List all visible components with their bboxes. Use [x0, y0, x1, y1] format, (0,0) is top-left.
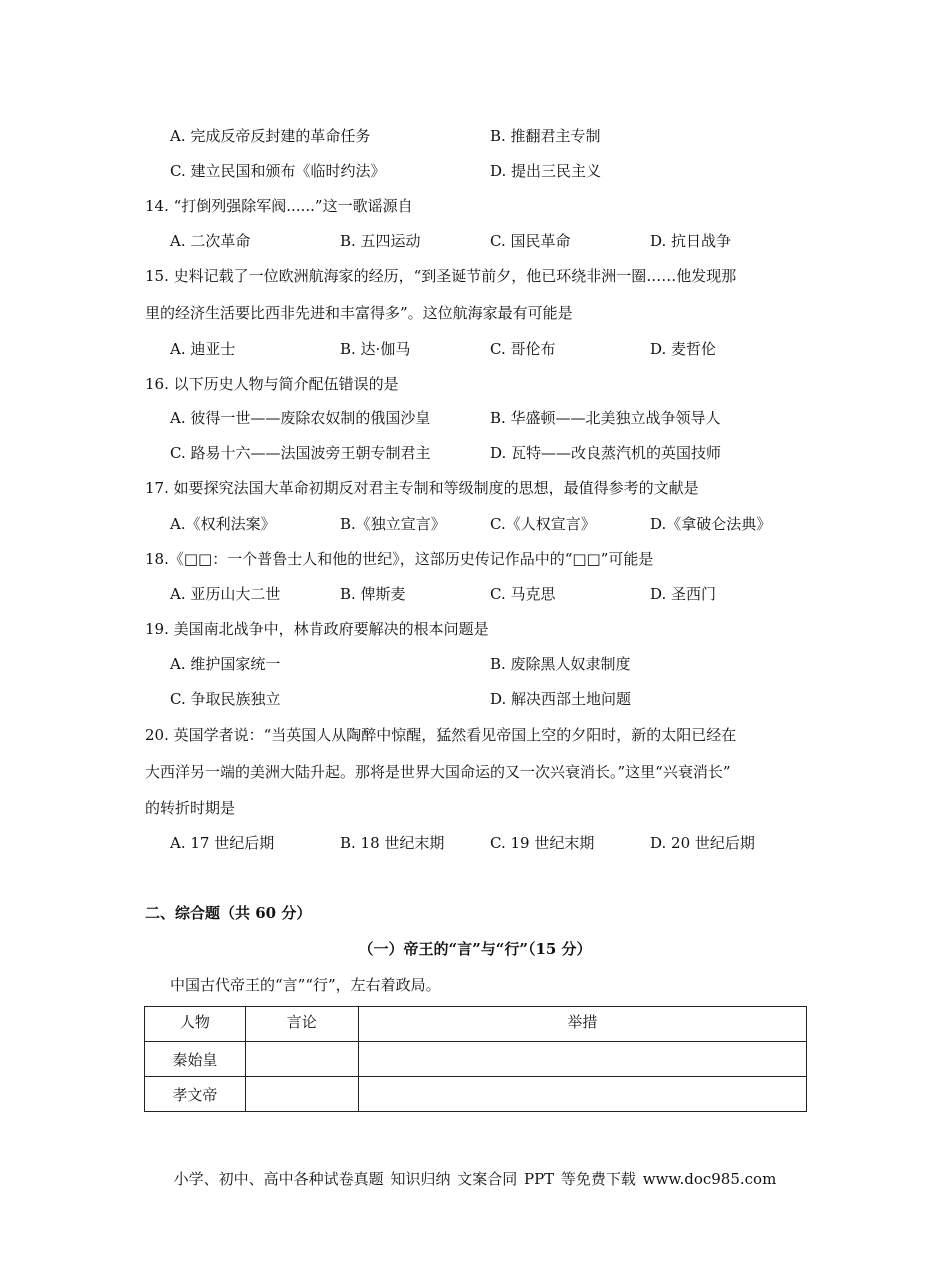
q17-option-b: B.《独立宣言》: [340, 515, 446, 533]
q20-stem-line3: 的转折时期是: [145, 799, 236, 817]
q13-option-b: B. 推翻君主专制: [490, 127, 601, 145]
q13-option-d: D. 提出三民主义: [490, 162, 602, 180]
q17-option-c: C.《人权宣言》: [490, 515, 596, 533]
q20-option-c: C. 19 世纪末期: [490, 834, 595, 852]
table-cell-person: 孝文帝: [145, 1077, 246, 1112]
q14-option-d: D. 抗日战争: [650, 232, 732, 250]
q16-option-b: B. 华盛顿——北美独立战争领导人: [490, 409, 721, 427]
q18-option-c: C. 马克思: [490, 585, 556, 603]
q18-option-a: A. 亚历山大二世: [170, 585, 281, 603]
table-header-row: [145, 1007, 807, 1042]
section2-title: 二、综合题（共 60 分）: [145, 904, 312, 922]
q16-stem: 16. 以下历史人物与简介配伍错误的是: [145, 375, 399, 393]
q20-option-d: D. 20 世纪后期: [650, 834, 755, 852]
q17-option-d: D.《拿破仑法典》: [650, 515, 772, 533]
section2-intro: 中国古代帝王的“言”“行”，左右着政局。: [170, 976, 441, 994]
table-header-measures: 举措: [358, 1007, 806, 1042]
table-row: [145, 1077, 807, 1112]
q14-option-b: B. 五四运动: [340, 232, 421, 250]
q20-option-a: A. 17 世纪后期: [170, 834, 275, 852]
q19-option-a: A. 维护国家统一: [170, 655, 281, 673]
q16-option-a: A. 彼得一世——废除农奴制的俄国沙皇: [170, 409, 431, 427]
table-cell-speech[interactable]: [245, 1077, 358, 1112]
q18-option-b: B. 俾斯麦: [340, 585, 406, 603]
q13-option-a: A. 完成反帝反封建的革命任务: [170, 127, 371, 145]
q15-stem-line1: 15. 史料记载了一位欧洲航海家的经历，“到圣诞节前夕，他已环绕非洲一圈……他发现那: [145, 267, 737, 285]
table-cell-measures[interactable]: [358, 1077, 806, 1112]
q18-option-d: D. 圣西门: [650, 585, 717, 603]
q17-option-a: A.《权利法案》: [170, 515, 276, 533]
q15-option-a: A. 迪亚士: [170, 340, 236, 358]
q15-stem-line2: 里的经济生活要比西非先进和丰富得多”。这位航海家最有可能是: [145, 304, 573, 322]
q19-option-c: C. 争取民族独立: [170, 690, 281, 708]
table-header-speech: 言论: [245, 1007, 358, 1042]
q13-option-c: C. 建立民国和颁布《临时约法》: [170, 162, 386, 180]
table-row: [145, 1042, 807, 1077]
q15-option-c: C. 哥伦布: [490, 340, 556, 358]
table-cell-person: 秦始皇: [145, 1042, 246, 1077]
q17-stem: 17. 如要探究法国大革命初期反对君主专制和等级制度的思想，最值得参考的文献是: [145, 479, 699, 497]
table-header-person: 人物: [145, 1007, 246, 1042]
q14-option-c: C. 国民革命: [490, 232, 571, 250]
q19-option-d: D. 解决西部土地问题: [490, 690, 632, 708]
q19-option-b: B. 废除黑人奴隶制度: [490, 655, 631, 673]
q14-stem: 14. “打倒列强除军阀......”这一歌谣源自: [145, 197, 413, 215]
page-footer: 小学、初中、高中各种试卷真题 知识归纳 文案合同 PPT 等免费下载 www.doc985.com: [173, 1170, 777, 1188]
q15-option-b: B. 达·伽马: [340, 340, 411, 358]
q16-option-d: D. 瓦特——改良蒸汽机的英国技师: [490, 444, 722, 462]
table-cell-measures[interactable]: [358, 1042, 806, 1077]
q19-stem: 19. 美国南北战争中，林肯政府要解决的根本问题是: [145, 620, 489, 638]
q14-option-a: A. 二次革命: [170, 232, 251, 250]
q20-option-b: B. 18 世纪末期: [340, 834, 445, 852]
q18-stem: 18.《□□：一个普鲁士人和他的世纪》，这部历史传记作品中的“□□”可能是: [145, 550, 654, 568]
q15-option-d: D. 麦哲伦: [650, 340, 717, 358]
section2-subtitle: （一）帝王的“言”与“行”（15 分）: [358, 940, 592, 958]
q16-option-c: C. 路易十六——法国波旁王朝专制君主: [170, 444, 431, 462]
q20-stem-line2: 大西洋另一端的美洲大陆升起。那将是世界大国命运的又一次兴衰消长。”这里“兴衰消长”: [145, 763, 731, 781]
table-cell-speech[interactable]: [245, 1042, 358, 1077]
emperor-table: [144, 1006, 807, 1112]
q20-stem-line1: 20. 英国学者说：“当英国人从陶醉中惊醒，猛然看见帝国上空的夕阳时，新的太阳已经在: [145, 726, 737, 744]
